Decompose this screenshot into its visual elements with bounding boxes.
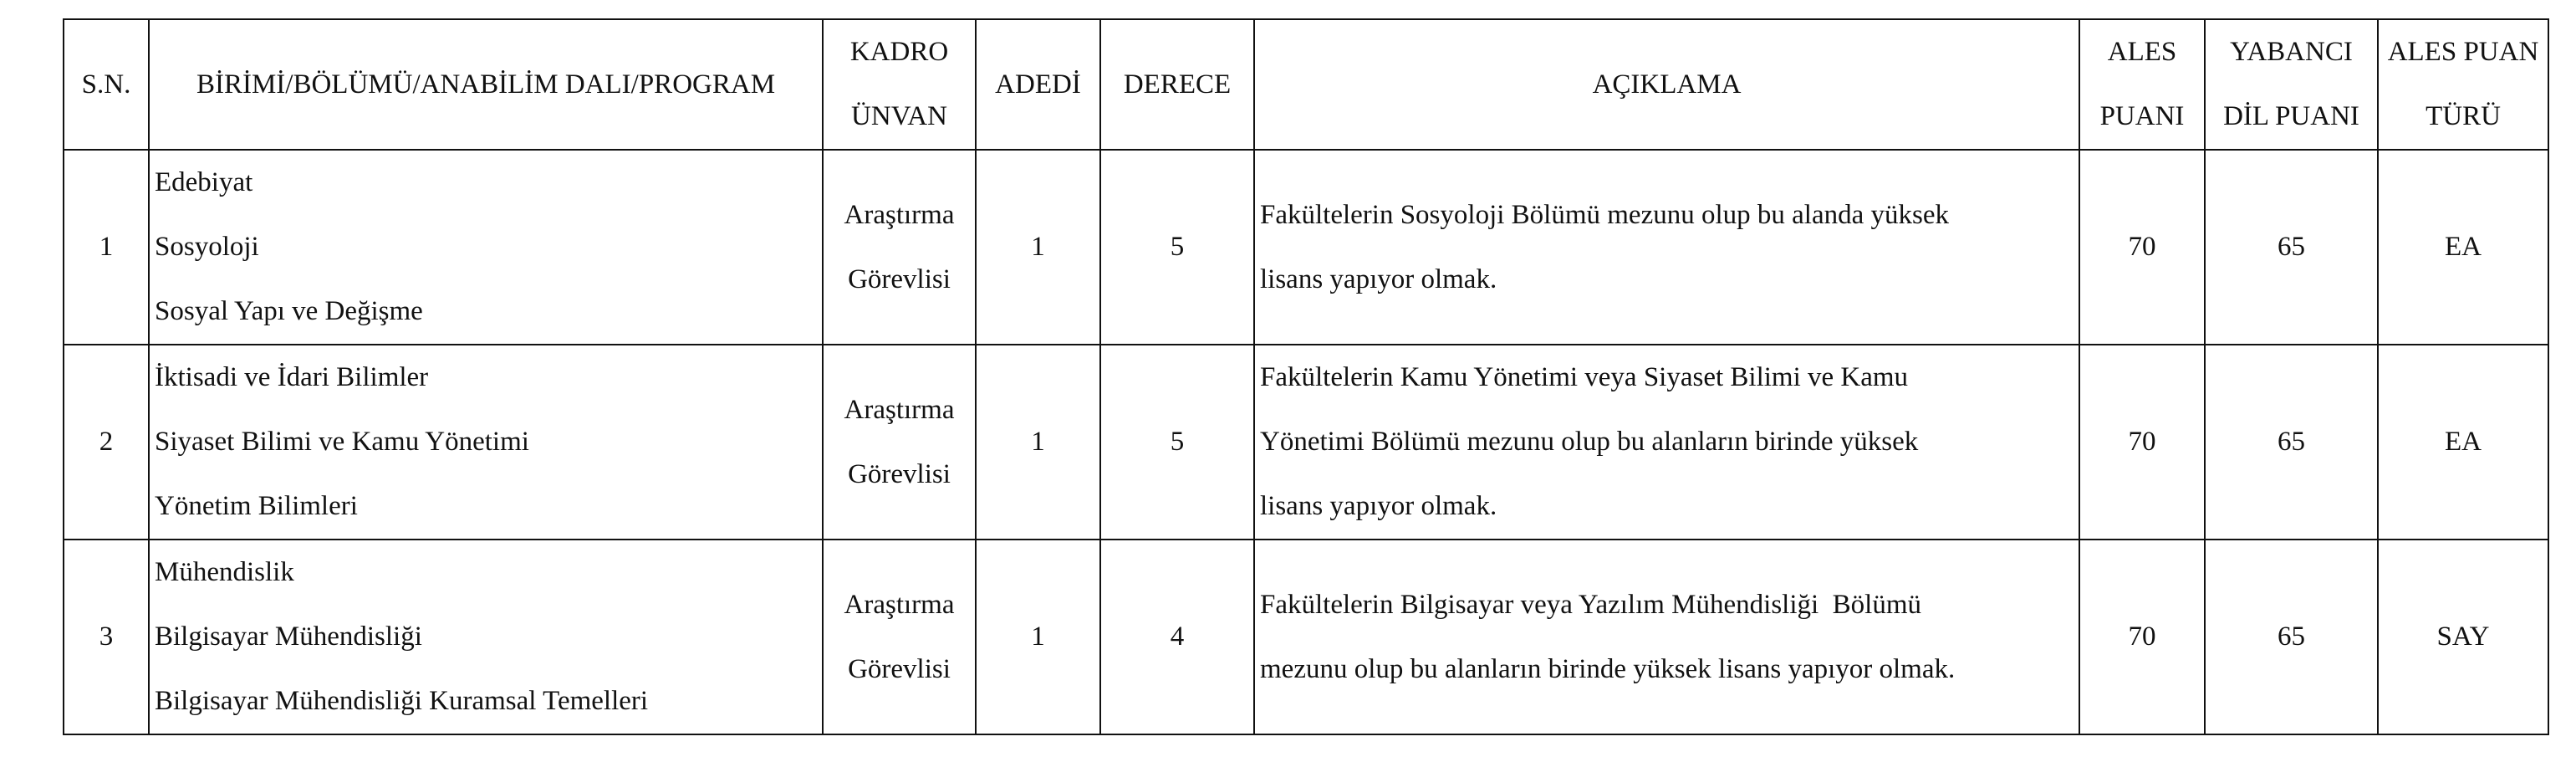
cell-sn: 2 (64, 345, 149, 540)
cell-dil: 65 (2205, 540, 2378, 734)
aciklama-line: lisans yapıyor olmak. (1260, 491, 1497, 521)
cell-unvan (823, 345, 976, 540)
header-yabanci-dil (2205, 19, 2378, 150)
header-ales-puan-turu (2378, 19, 2548, 150)
cell-adedi: 1 (976, 345, 1100, 540)
unvan-line: Görevlisi (848, 458, 951, 489)
header-ales-puan-turu-line: TÜRÜ (2426, 101, 2501, 131)
cell-tur: EA (2378, 150, 2548, 345)
header-derece: DERECE (1100, 19, 1254, 150)
birim-fakulte: İktisadi ve İdari Bilimler (155, 362, 429, 392)
cell-adedi: 1 (976, 540, 1100, 734)
cell-ales: 70 (2079, 150, 2205, 345)
header-ales-puani-line: ALES (2107, 37, 2177, 67)
cell-derece: 5 (1100, 345, 1254, 540)
table-row (64, 540, 2548, 734)
header-row (64, 19, 2548, 150)
aciklama-line: Yönetimi Bölümü mezunu olup bu alanların birinde yüksek (1260, 427, 1919, 457)
unvan-line: Araştırma (844, 394, 955, 425)
header-yabanci-dil-line: DİL PUANI (2223, 101, 2359, 131)
aciklama-line: Fakültelerin Sosyoloji Bölümü mezunu olup bu alanda yüksek (1260, 199, 1949, 230)
birim-anabilim-dali: Sosyal Yapı ve Değişme (155, 296, 423, 326)
unvan-line: Araştırma (844, 589, 955, 620)
header-kadro-unvan-line: ÜNVAN (851, 101, 947, 131)
cell-unvan (823, 150, 976, 345)
cell-tur: EA (2378, 345, 2548, 540)
header-yabanci-dil-line: YABANCI (2230, 37, 2353, 67)
birim-anabilim-dali: Bilgisayar Mühendisliği Kuramsal Temelleri (155, 686, 649, 716)
cell-derece: 4 (1100, 540, 1254, 734)
cell-ales: 70 (2079, 540, 2205, 734)
birim-anabilim-dali: Yönetim Bilimleri (155, 491, 358, 521)
table-row (64, 150, 2548, 345)
aciklama-line: mezunu olup bu alanların birinde yüksek lisans yapıyor olmak. (1260, 653, 1956, 684)
cell-birim (149, 540, 823, 734)
birim-bolum: Siyaset Bilimi ve Kamu Yönetimi (155, 427, 529, 457)
unvan-line: Araştırma (844, 199, 955, 230)
cell-birim (149, 345, 823, 540)
aciklama-line: Fakültelerin Kamu Yönetimi veya Siyaset Bilimi ve Kamu (1260, 362, 1909, 392)
aciklama-line: lisans yapıyor olmak. (1260, 263, 1497, 294)
cell-dil: 65 (2205, 345, 2378, 540)
cell-ales: 70 (2079, 345, 2205, 540)
birim-fakulte: Edebiyat (155, 167, 253, 197)
cell-aciklama (1254, 345, 2079, 540)
table-row (64, 345, 2548, 540)
unvan-line: Görevlisi (848, 653, 951, 684)
header-kadro-unvan (823, 19, 976, 150)
header-birim: BİRİMİ/BÖLÜMÜ/ANABİLİM DALI/PROGRAM (149, 19, 823, 150)
header-aciklama: AÇIKLAMA (1254, 19, 2079, 150)
cell-birim (149, 150, 823, 345)
cell-tur: SAY (2378, 540, 2548, 734)
kadro-table (63, 18, 2549, 735)
cell-sn: 1 (64, 150, 149, 345)
birim-bolum: Sosyoloji (155, 232, 259, 262)
header-ales-puan-turu-line: ALES PUAN (2387, 37, 2539, 67)
unvan-line: Görevlisi (848, 263, 951, 294)
header-ales-puani-line: PUANI (2099, 101, 2185, 131)
cell-sn: 3 (64, 540, 149, 734)
header-adedi: ADEDİ (976, 19, 1100, 150)
cell-unvan (823, 540, 976, 734)
header-sn: S.N. (64, 19, 149, 150)
cell-dil: 65 (2205, 150, 2378, 345)
aciklama-line: Fakültelerin Bilgisayar veya Yazılım Mühendisliği Bölümü (1260, 589, 1922, 620)
header-ales-puani (2079, 19, 2205, 150)
cell-adedi: 1 (976, 150, 1100, 345)
cell-derece: 5 (1100, 150, 1254, 345)
cell-aciklama (1254, 540, 2079, 734)
header-kadro-unvan-line: KADRO (849, 37, 949, 67)
birim-bolum: Bilgisayar Mühendisliği (155, 621, 422, 652)
birim-fakulte: Mühendislik (155, 557, 294, 587)
cell-aciklama (1254, 150, 2079, 345)
